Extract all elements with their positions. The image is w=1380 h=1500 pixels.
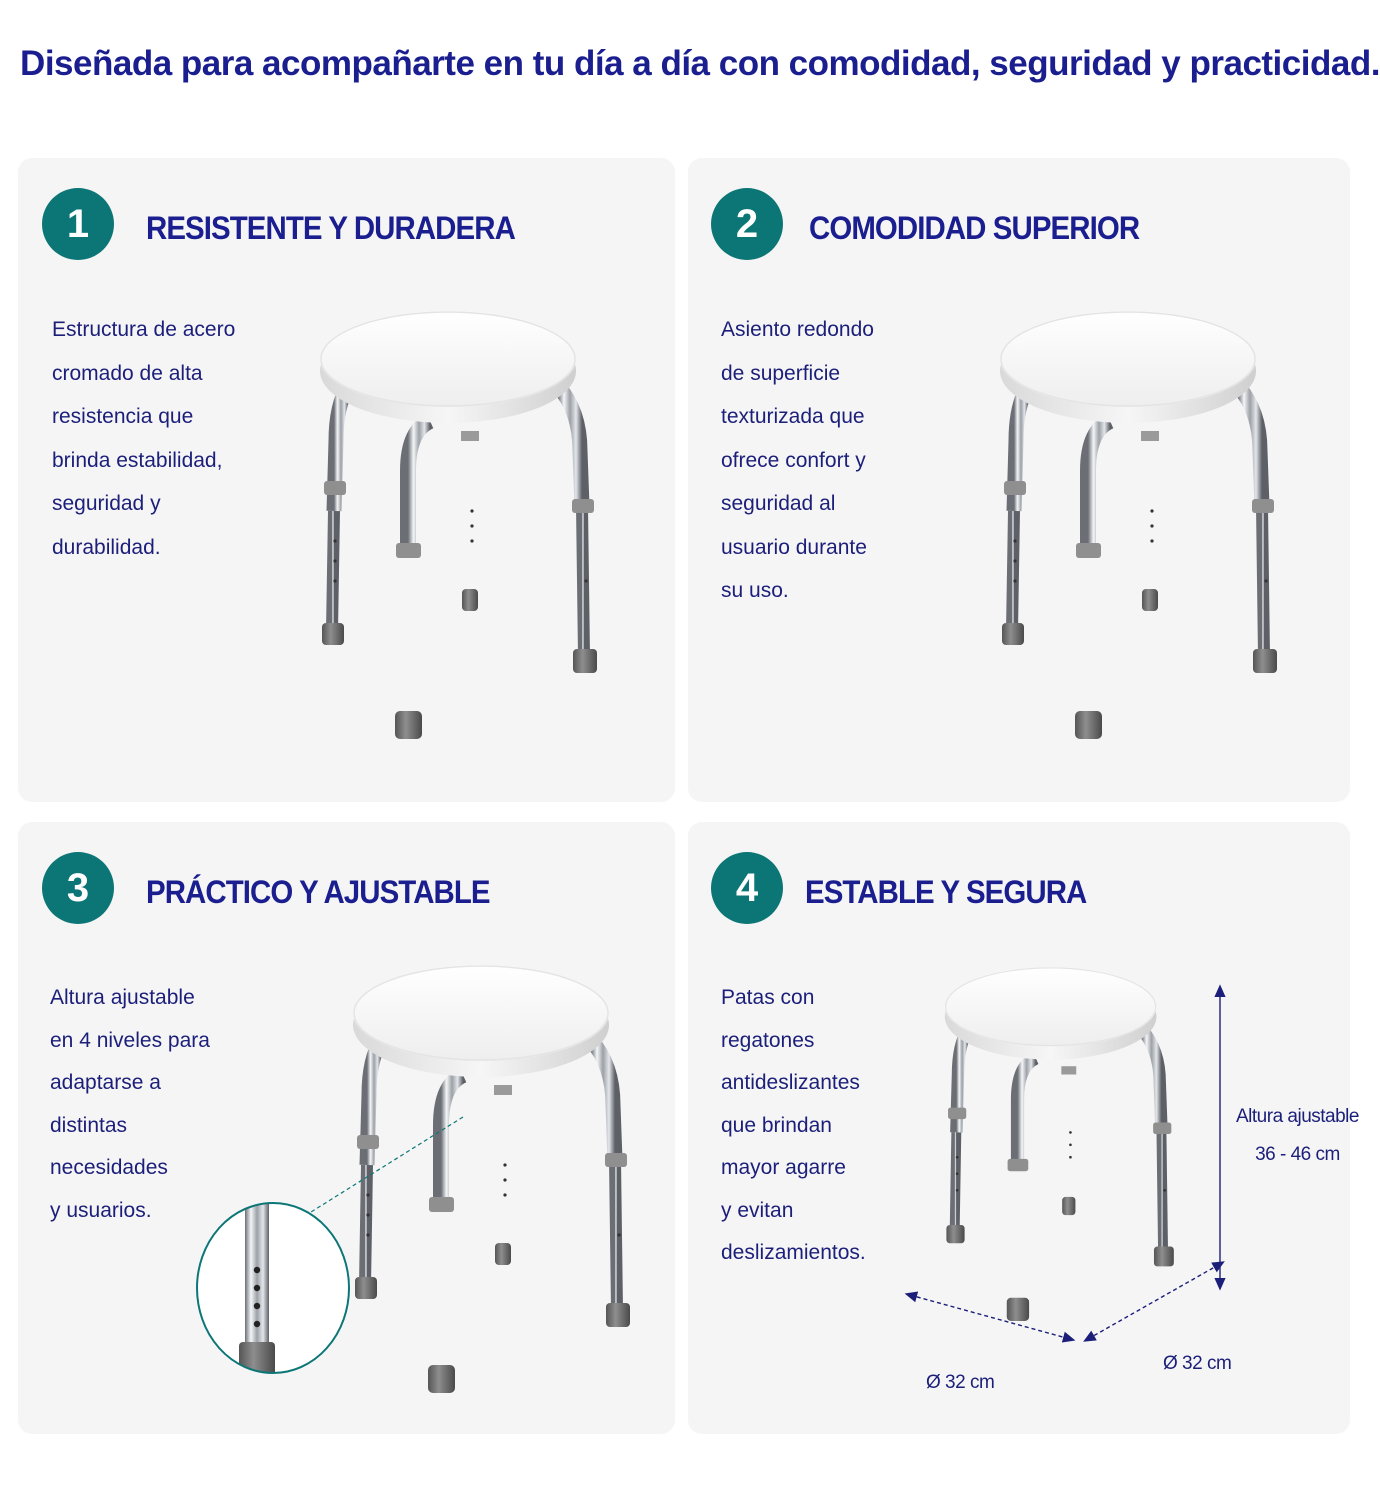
- card-title: RESISTENTE Y DURADERA: [146, 210, 515, 246]
- description-line: en 4 niveles para: [50, 1028, 210, 1052]
- card-title: COMODIDAD SUPERIOR: [809, 210, 1140, 246]
- height-label-line-2: 36 - 46 cm: [1255, 1144, 1340, 1165]
- description-line: Altura ajustable: [50, 986, 195, 1009]
- stool-illustration: [318, 311, 608, 756]
- description-line: cromado de alta: [52, 361, 203, 385]
- feature-card-stable: [688, 822, 1359, 1434]
- description-line: Estructura de acero: [52, 318, 236, 341]
- step-badge-3: 3: [42, 852, 114, 924]
- description-line: y usuarios.: [50, 1198, 152, 1222]
- page-headline: Diseñada para acompañarte en tu día a día con comodidad, seguridad y practicidad.: [20, 44, 1380, 83]
- description-line: su uso.: [721, 579, 789, 602]
- description-line: necesidades: [50, 1156, 168, 1179]
- leg-height-holes-zoom: [193, 1200, 353, 1378]
- width-arrow-left: [910, 1295, 1070, 1339]
- description-line: seguridad y: [52, 492, 161, 515]
- description-line: ofrece confort y: [721, 448, 866, 472]
- step-badge-2: 2: [711, 188, 783, 260]
- description-line: y evitan: [721, 1198, 794, 1222]
- description-line: seguridad al: [721, 492, 836, 515]
- card-description: [50, 977, 210, 1232]
- description-line: regatones: [721, 1028, 815, 1052]
- description-line: Asiento redondo: [721, 318, 874, 341]
- description-line: adaptarse a: [50, 1071, 161, 1094]
- dimension-arrows: [898, 982, 1228, 1382]
- description-line: mayor agarre: [721, 1156, 846, 1179]
- step-badge-1: 1: [42, 188, 114, 260]
- description-line: Patas con: [721, 986, 815, 1009]
- card-description: [721, 977, 866, 1275]
- height-dimension-label: [1236, 1098, 1359, 1174]
- description-line: brinda estabilidad,: [52, 448, 223, 472]
- feature-card-comfort: [688, 158, 1350, 802]
- feature-card-resistant: [18, 158, 675, 802]
- description-line: usuario durante: [721, 535, 867, 559]
- width-dimension-label-right: Ø 32 cm: [1163, 1353, 1232, 1374]
- stool-illustration: [998, 311, 1288, 756]
- card-description: [721, 308, 874, 613]
- description-line: deslizamientos.: [721, 1241, 866, 1264]
- card-title: PRÁCTICO Y AJUSTABLE: [146, 874, 490, 910]
- description-line: que brindan: [721, 1113, 832, 1137]
- width-arrow-right: [1088, 1264, 1220, 1339]
- description-line: de superficie: [721, 361, 841, 385]
- description-line: antideslizantes: [721, 1071, 860, 1094]
- description-line: distintas: [50, 1113, 128, 1137]
- description-line: durabilidad.: [52, 535, 161, 559]
- card-description: [52, 308, 235, 569]
- feature-card-adjustable: [18, 822, 675, 1434]
- description-line: resistencia que: [52, 405, 194, 428]
- description-line: texturizada que: [721, 405, 865, 428]
- height-label-line-1: Altura ajustable: [1236, 1106, 1359, 1127]
- card-title: ESTABLE Y SEGURA: [805, 874, 1087, 910]
- step-badge-4: 4: [711, 852, 783, 924]
- width-dimension-label-left: Ø 32 cm: [926, 1372, 995, 1393]
